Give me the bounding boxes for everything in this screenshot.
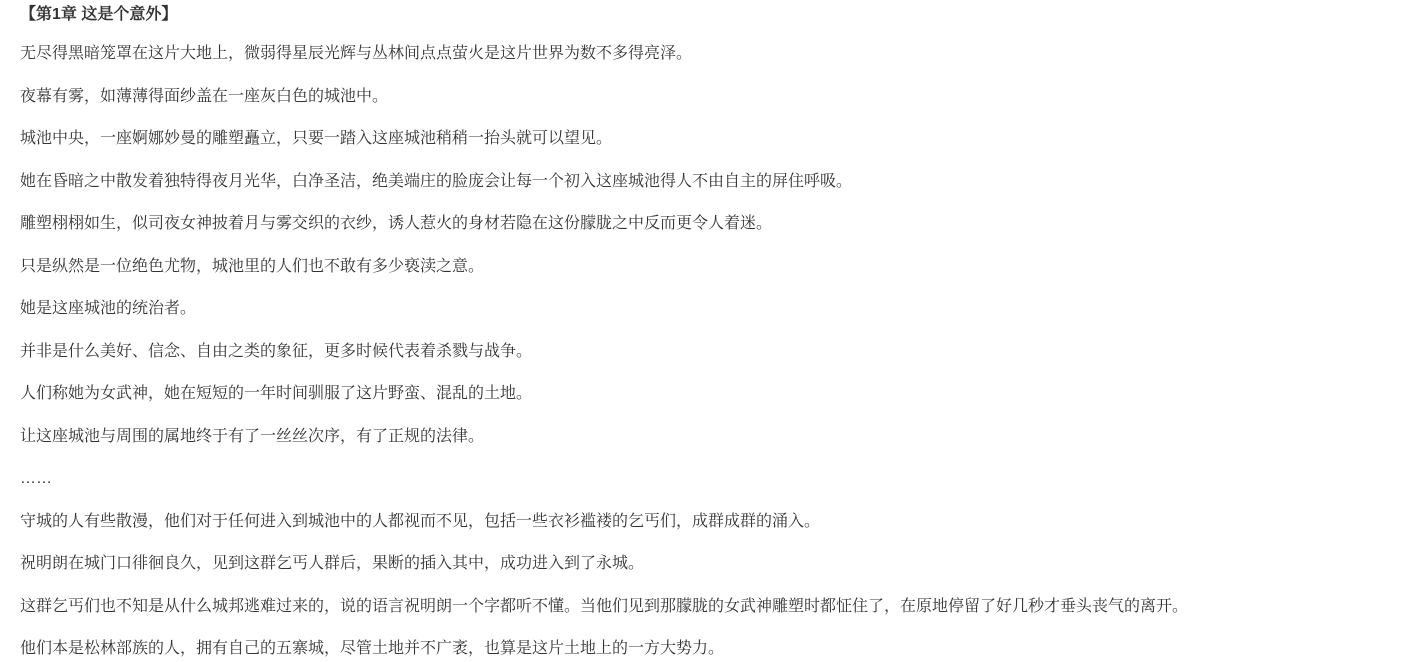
paragraph: 只是纵然是一位绝色尤物，城池里的人们也不敢有多少亵渎之意。 <box>20 257 485 275</box>
paragraph: 夜幕有雾，如薄薄得面纱盖在一座灰白色的城池中。 <box>20 87 389 105</box>
paragraph: 她在昏暗之中散发着独特得夜月光华，白净圣洁，绝美端庄的脸庞会让每一个初入这座城池得人不由自主的屏住呼吸。 <box>20 172 853 190</box>
paragraph: 并非是什么美好、信念、自由之类的象征，更多时候代表着杀戮与战争。 <box>20 342 533 360</box>
paragraph: 无尽得黑暗笼罩在这片大地上，微弱得星辰光辉与丛林间点点萤火是这片世界为数不多得亮泽。 <box>20 45 693 62</box>
paragraph: 让这座城池与周围的属地终于有了一丝丝次序，有了正规的法律。 <box>20 427 485 445</box>
paragraph: 这群乞丐们也不知是从什么城邦逃难过来的，说的语言祝明朗一个字都听不懂。当他们见到那朦胧的女武神雕塑时都怔住了，在原地停留了好几秒才垂头丧气的离开。 <box>20 597 1189 615</box>
paragraph: 他们本是松林部族的人，拥有自己的五寨城，尽管土地并不广袤，也算是这片土地上的一方大势力。 <box>20 640 725 657</box>
paragraph: 祝明朗在城门口徘徊良久，见到这群乞丐人群后，果断的插入其中，成功进入到了永城。 <box>20 555 645 572</box>
chapter-title: 【第1章 这是个意外】 <box>20 6 178 23</box>
paragraph: 守城的人有些散漫，他们对于任何进入到城池中的人都视而不见，包括一些衣衫褴褛的乞丐们，成群成群的涌入。 <box>20 512 821 530</box>
paragraph: 雕塑栩栩如生，似司夜女神披着月与雾交织的衣纱，诱人惹火的身材若隐在这份朦胧之中反而更令人着迷。 <box>20 215 773 232</box>
paragraph: 城池中央，一座婀娜妙曼的雕塑矗立，只要一踏入这座城池稍稍一抬头就可以望见。 <box>20 130 613 147</box>
paragraph: 她是这座城池的统治者。 <box>20 300 197 317</box>
ellipsis-paragraph: …… <box>20 470 52 487</box>
paragraph: 人们称她为女武神，她在短短的一年时间驯服了这片野蛮、混乱的土地。 <box>20 385 533 402</box>
